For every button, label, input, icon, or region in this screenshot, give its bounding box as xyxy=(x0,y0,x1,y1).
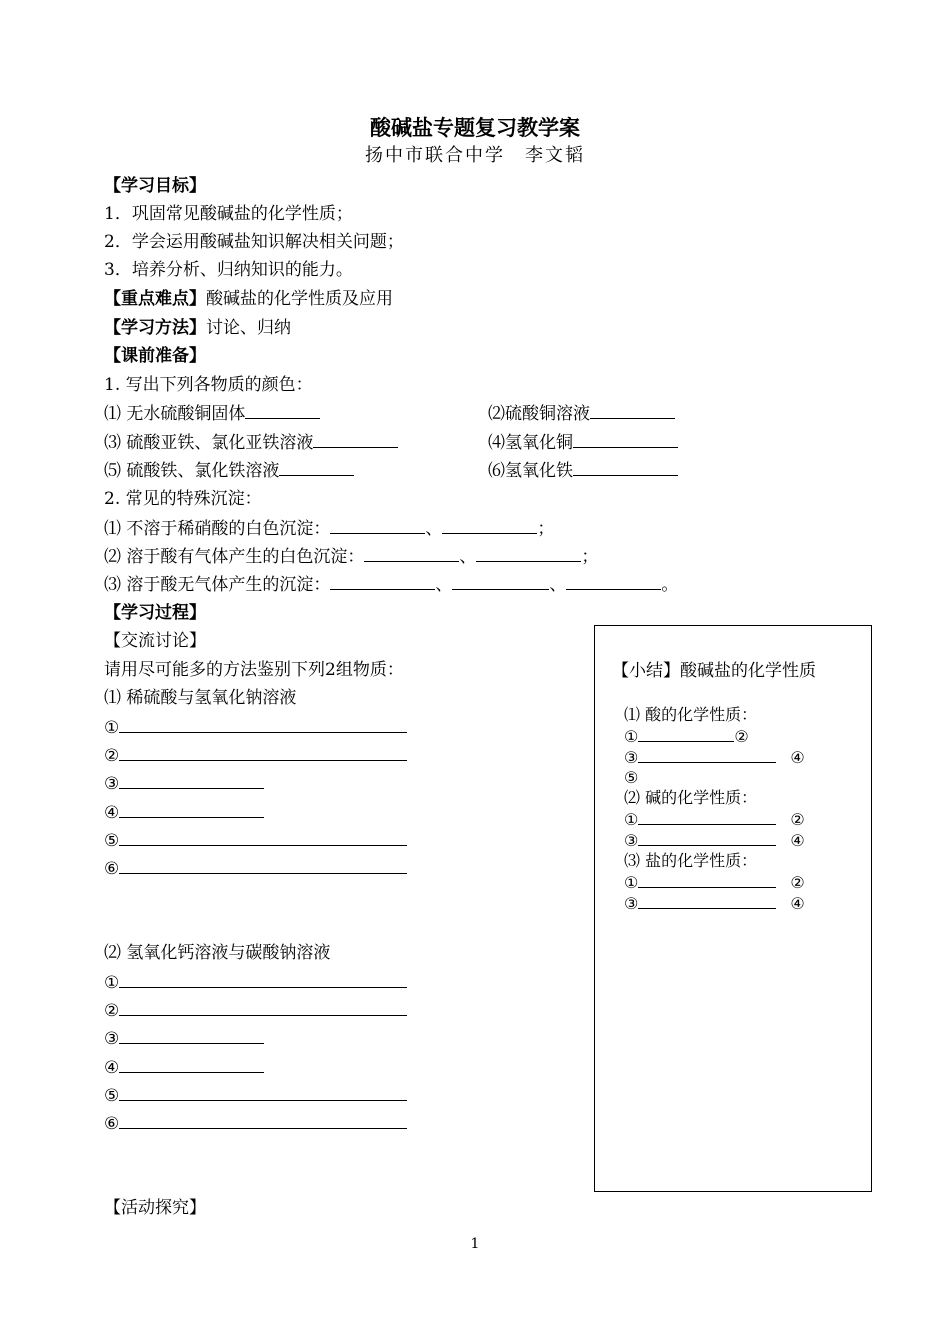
group-2-title: ⑵ 氢氧化钙溶液与碳酸钠溶液 xyxy=(104,943,331,963)
precipitate-item-2 xyxy=(104,545,598,568)
separator: 、 xyxy=(549,575,567,595)
keypoints-heading: 【重点难点】 xyxy=(104,289,206,309)
answer-blank[interactable] xyxy=(638,892,776,909)
terminator: ； xyxy=(581,547,599,567)
answer-blank[interactable] xyxy=(279,459,354,476)
goal-item: 1．巩固常见酸碱盐的化学性质； xyxy=(104,204,353,224)
keypoints-line xyxy=(104,288,393,310)
answer-blank[interactable] xyxy=(573,431,678,448)
prep-question-1: 1. 写出下列各物质的颜色： xyxy=(104,375,313,395)
process-heading: 【学习过程】 xyxy=(104,603,206,623)
answer-blank[interactable] xyxy=(119,829,407,846)
answer-blank[interactable] xyxy=(476,545,581,562)
color-item-3 xyxy=(104,431,398,454)
color-item-2 xyxy=(488,402,675,425)
group-1-line-4 xyxy=(104,801,264,824)
answer-blank[interactable] xyxy=(638,829,776,846)
separator: 、 xyxy=(459,547,477,567)
color-label: ⑹氢氧化铁 xyxy=(488,461,573,481)
group-2-line-5 xyxy=(104,1084,407,1107)
line-marker: ③ xyxy=(624,831,639,850)
methods-line xyxy=(104,317,291,339)
group-2-line-1 xyxy=(104,971,407,994)
discuss-prompt: 请用尽可能多的方法鉴别下列2组物质： xyxy=(104,660,404,680)
line-marker: ② xyxy=(734,727,749,746)
discuss-heading: 【交流讨论】 xyxy=(104,631,206,651)
base-properties-heading: ⑵ 碱的化学性质： xyxy=(624,788,758,807)
activity-heading: 【活动探究】 xyxy=(104,1198,206,1218)
answer-blank[interactable] xyxy=(119,744,407,761)
answer-blank[interactable] xyxy=(566,573,661,590)
line-marker: ⑥ xyxy=(104,859,120,879)
line-marker: ② xyxy=(104,1001,120,1021)
terminator: ； xyxy=(537,519,555,539)
line-marker: ③ xyxy=(624,748,639,767)
answer-blank[interactable] xyxy=(638,871,776,888)
line-marker: ④ xyxy=(790,748,805,767)
color-item-1 xyxy=(104,402,320,425)
precipitate-item-3 xyxy=(104,573,678,596)
terminator: 。 xyxy=(661,575,679,595)
answer-blank[interactable] xyxy=(119,971,407,988)
group-1-title: ⑴ 稀硫酸与氢氧化钠溶液 xyxy=(104,688,297,708)
color-item-5 xyxy=(104,459,354,482)
line-marker: ④ xyxy=(104,1058,120,1078)
answer-blank[interactable] xyxy=(119,999,407,1016)
line-marker: ② xyxy=(790,873,805,892)
color-label: ⑵硫酸铜溶液 xyxy=(488,404,590,424)
line-marker: ③ xyxy=(104,1029,120,1049)
answer-blank[interactable] xyxy=(119,1027,264,1044)
line-marker: ⑤ xyxy=(104,831,120,851)
answer-blank[interactable] xyxy=(313,431,398,448)
prep-heading: 【课前准备】 xyxy=(104,346,206,366)
color-item-4 xyxy=(488,431,678,454)
line-marker: ④ xyxy=(104,803,120,823)
acid-line-2 xyxy=(624,746,805,769)
color-item-6 xyxy=(488,459,678,482)
page-number: 1 xyxy=(470,1236,480,1252)
precipitate-label: ⑵ 溶于酸有气体产生的白色沉淀： xyxy=(104,547,365,567)
answer-blank[interactable] xyxy=(119,801,264,818)
page-title: 酸碱盐专题复习教学案 xyxy=(370,116,580,140)
precipitate-label: ⑶ 溶于酸无气体产生的沉淀： xyxy=(104,575,331,595)
answer-blank[interactable] xyxy=(330,517,425,534)
answer-blank[interactable] xyxy=(119,1112,407,1129)
acid-properties-heading: ⑴ 酸的化学性质： xyxy=(624,705,758,724)
line-marker: ① xyxy=(624,873,639,892)
line-marker: ⑤ xyxy=(624,768,639,787)
separator: 、 xyxy=(425,519,443,539)
answer-blank[interactable] xyxy=(364,545,459,562)
methods-text: 讨论、归纳 xyxy=(206,318,291,338)
line-marker: ① xyxy=(104,718,120,738)
base-line-2 xyxy=(624,829,805,852)
answer-blank[interactable] xyxy=(119,716,407,733)
line-marker: ⑥ xyxy=(104,1114,120,1134)
color-label: ⑸ 硫酸铁、氯化铁溶液 xyxy=(104,461,280,481)
acid-line-3 xyxy=(624,767,638,789)
answer-blank[interactable] xyxy=(452,573,549,590)
goal-item: 2．学会运用酸碱盐知识解决相关问题； xyxy=(104,232,404,252)
answer-blank[interactable] xyxy=(119,772,264,789)
answer-blank[interactable] xyxy=(638,725,734,742)
base-line-1 xyxy=(624,808,805,831)
line-marker: ② xyxy=(104,746,120,766)
line-marker: ④ xyxy=(790,894,805,913)
author-line: 扬中市联合中学 李文韬 xyxy=(365,145,585,166)
line-marker: ⑤ xyxy=(104,1086,120,1106)
group-1-line-1 xyxy=(104,716,407,739)
line-marker: ④ xyxy=(790,831,805,850)
line-marker: ① xyxy=(104,973,120,993)
answer-blank[interactable] xyxy=(119,1084,407,1101)
answer-blank[interactable] xyxy=(442,517,537,534)
group-2-line-6 xyxy=(104,1112,407,1135)
answer-blank[interactable] xyxy=(245,402,320,419)
prep-question-2: 2. 常见的特殊沉淀： xyxy=(104,489,262,509)
line-marker: ③ xyxy=(624,894,639,913)
goals-heading: 【学习目标】 xyxy=(104,176,206,196)
salt-line-1 xyxy=(624,871,805,894)
methods-heading: 【学习方法】 xyxy=(104,318,206,338)
color-label: ⑷氢氧化铜 xyxy=(488,433,573,453)
precipitate-item-1 xyxy=(104,517,554,540)
color-label: ⑴ 无水硫酸铜固体 xyxy=(104,404,246,424)
answer-blank[interactable] xyxy=(638,808,776,825)
precipitate-label: ⑴ 不溶于稀硝酸的白色沉淀： xyxy=(104,519,331,539)
answer-blank[interactable] xyxy=(638,746,776,763)
color-label: ⑶ 硫酸亚铁、氯化亚铁溶液 xyxy=(104,433,314,453)
line-marker: ① xyxy=(624,810,639,829)
answer-blank[interactable] xyxy=(119,1056,264,1073)
keypoints-text: 酸碱盐的化学性质及应用 xyxy=(206,289,393,309)
line-marker: ③ xyxy=(104,774,120,794)
answer-blank[interactable] xyxy=(119,857,407,874)
group-1-line-6 xyxy=(104,857,407,880)
acid-line-1 xyxy=(624,725,749,748)
goal-item: 3．培养分析、归纳知识的能力。 xyxy=(104,260,353,280)
salt-line-2 xyxy=(624,892,805,915)
group-2-line-3 xyxy=(104,1027,264,1050)
line-marker: ② xyxy=(790,810,805,829)
salt-properties-heading: ⑶ 盐的化学性质： xyxy=(624,851,758,870)
group-1-line-5 xyxy=(104,829,407,852)
group-1-line-3 xyxy=(104,772,264,795)
group-2-line-2 xyxy=(104,999,407,1022)
line-marker: ① xyxy=(624,727,639,746)
separator: 、 xyxy=(435,575,453,595)
group-2-line-4 xyxy=(104,1056,264,1079)
answer-blank[interactable] xyxy=(330,573,435,590)
answer-blank[interactable] xyxy=(573,459,678,476)
summary-heading: 【小结】酸碱盐的化学性质 xyxy=(612,661,816,681)
answer-blank[interactable] xyxy=(590,402,675,419)
group-1-line-2 xyxy=(104,744,407,767)
